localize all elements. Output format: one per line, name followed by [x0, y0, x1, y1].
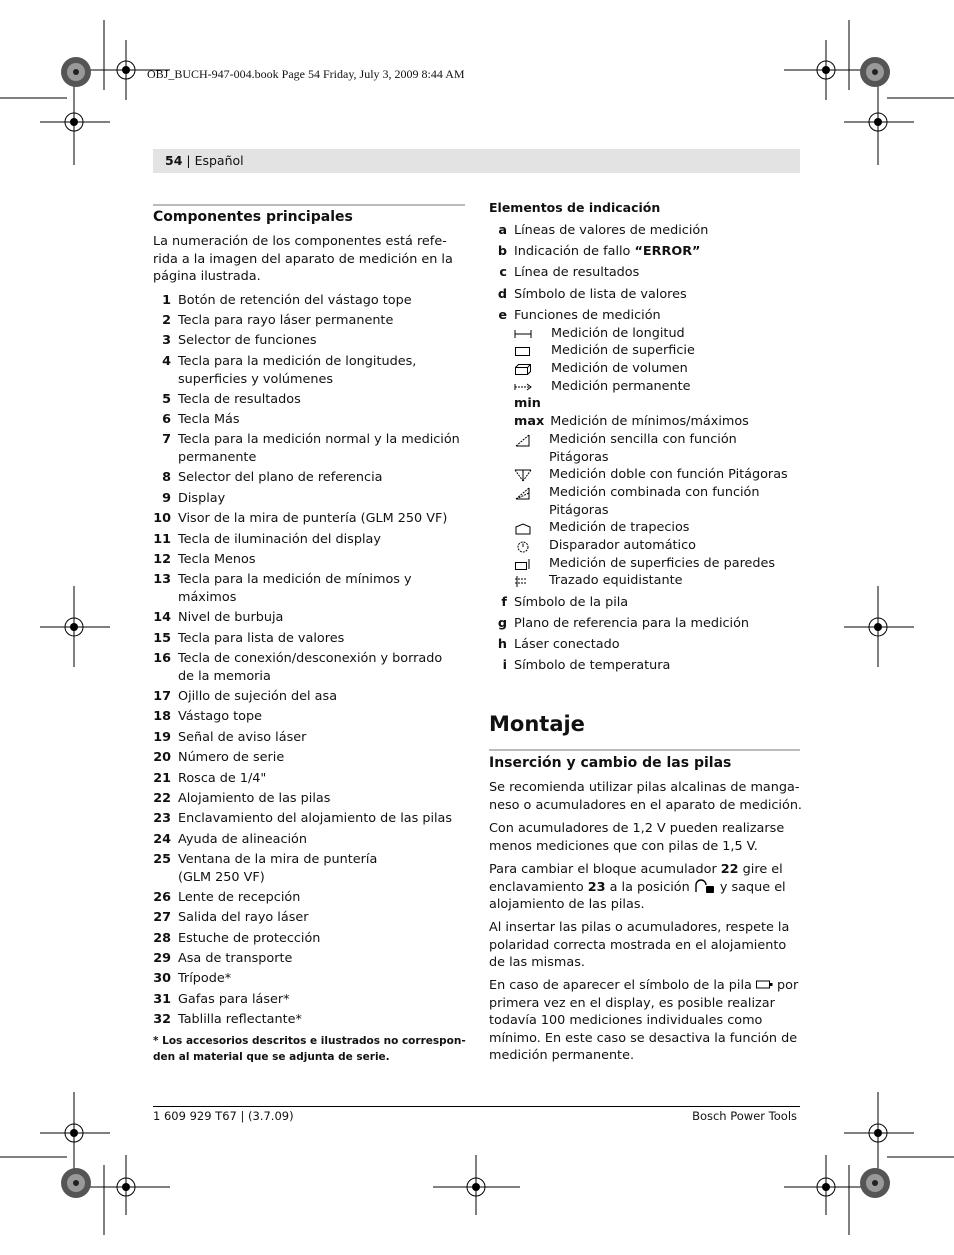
- item-text-line: Vástago tope: [178, 709, 262, 724]
- indicator-item: [489, 307, 661, 325]
- item-text: Línea de resultados: [514, 265, 640, 280]
- stakeout-icon: [514, 575, 532, 588]
- list-item: [153, 571, 412, 606]
- item-text-line: Enclavamiento del alojamiento de las pilas: [178, 811, 453, 826]
- list-item: [153, 991, 290, 1009]
- item-text-line: Rosca de 1/4": [178, 771, 267, 786]
- text: y saque el: [715, 879, 786, 895]
- item-number: 22: [153, 791, 171, 806]
- item-text-line: Ayuda de alineación: [178, 832, 307, 847]
- item-number: 25: [153, 852, 171, 867]
- item-text-line: Asa de transporte: [178, 951, 293, 966]
- icon-cell: [514, 466, 549, 484]
- item-number: 27: [153, 910, 171, 925]
- item-text: [178, 749, 284, 767]
- item-text: [178, 391, 301, 409]
- item-number: 12: [153, 552, 171, 567]
- item-text-line: máximos: [178, 589, 237, 605]
- text: enclavamiento: [489, 879, 588, 895]
- indicator-item: [489, 286, 687, 304]
- page-number: 54: [165, 153, 183, 168]
- ref-22: 22: [720, 862, 739, 877]
- list-item: [153, 431, 460, 466]
- paragraph-line: Al insertar las pilas o acumuladores, respete la: [489, 920, 790, 935]
- text: a la posición: [605, 879, 694, 895]
- paragraph-line: neso o acumuladores en el aparato de medición.: [489, 797, 802, 813]
- item-text: [178, 411, 240, 429]
- item-text: Símbolo de temperatura: [514, 658, 671, 673]
- item-text: [178, 609, 283, 627]
- function-item: [514, 431, 737, 466]
- list-item: [153, 770, 266, 788]
- item-text-line: Visor de la mira de puntería (GLM 250 VF): [178, 511, 448, 526]
- timer-icon: [514, 540, 532, 553]
- function-text: Medición de mínimos/máximos: [550, 414, 749, 429]
- item-number: 1: [162, 293, 171, 308]
- item-text: [178, 851, 377, 886]
- item-text: [178, 1011, 302, 1029]
- item-text-line: Tecla de iluminación del display: [178, 532, 381, 547]
- battery-icon: [756, 980, 773, 989]
- list-item: [153, 411, 240, 429]
- item-text: [178, 790, 330, 808]
- function-text-line: Medición de longitud: [551, 326, 685, 341]
- item-text-line: permanente: [178, 449, 257, 465]
- function-text: [549, 484, 760, 519]
- function-text-line: Medición de volumen: [551, 361, 688, 376]
- item-text: [178, 810, 452, 828]
- item-text: Funciones de medición: [514, 308, 661, 323]
- list-item: [153, 831, 307, 849]
- indicator-item: [489, 594, 628, 612]
- list-item: [153, 332, 317, 350]
- text: gire el: [738, 862, 783, 877]
- indicator-item: [489, 222, 708, 240]
- paragraph-line: todavía 100 mediciones individuales como: [489, 1013, 763, 1029]
- list-item: [153, 930, 320, 948]
- function-item: [514, 360, 688, 378]
- function-text-line: Medición permanente: [551, 379, 691, 394]
- paragraph-line: medición permanente.: [489, 1048, 635, 1064]
- icon-cell: [514, 572, 549, 590]
- function-text: [549, 555, 775, 573]
- item-text-line: Tecla para rayo láser permanente: [178, 313, 394, 328]
- footnote: [153, 1034, 466, 1065]
- function-text-line: Medición de trapecios: [549, 520, 690, 535]
- ref-23: 23: [587, 879, 606, 895]
- montaje-rule: [489, 749, 800, 751]
- item-letter: f: [501, 595, 507, 610]
- list-item: [153, 909, 309, 927]
- indicator-item: [489, 243, 700, 261]
- item-text-line: Ojillo de sujeción del asa: [178, 689, 338, 704]
- list-item: [153, 510, 447, 528]
- list-item: [153, 688, 337, 706]
- item-number: 10: [153, 511, 171, 526]
- function-item: [514, 466, 788, 484]
- icon-cell: [514, 519, 549, 537]
- pythagoras-double-icon: [514, 469, 532, 482]
- function-text: [551, 360, 688, 378]
- icon-cell: [514, 325, 551, 343]
- components-heading: Componentes principales: [153, 209, 353, 225]
- item-text: [178, 909, 309, 927]
- section-name: | Español: [186, 153, 244, 168]
- paragraph-line: [489, 977, 798, 995]
- item-number: 9: [162, 491, 171, 506]
- wall-area-icon: [514, 558, 532, 571]
- item-text: [178, 312, 393, 330]
- item-text: [178, 950, 292, 968]
- paragraph-line: Se recomienda utilizar pilas alcalinas de manga-: [489, 780, 800, 795]
- list-item: [153, 708, 262, 726]
- item-text-line: Nivel de burbuja: [178, 610, 284, 625]
- icon-cell: [514, 537, 549, 555]
- item-text-line: Estuche de protección: [178, 931, 321, 946]
- footer-brand: Bosch Power Tools: [692, 1109, 797, 1123]
- item-text-line: superficies y volúmenes: [178, 371, 333, 387]
- function-text-line: Medición sencilla con función: [549, 432, 737, 447]
- item-letter: g: [497, 616, 507, 631]
- function-text-line: Medición doble con función Pitágoras: [549, 467, 788, 482]
- item-letter: e: [498, 308, 507, 323]
- paragraph-line: Con acumuladores de 1,2 V pueden realizarse: [489, 821, 785, 836]
- item-text-line: Tecla para lista de valores: [178, 631, 345, 646]
- item-text: [178, 332, 317, 350]
- item-text: [178, 490, 225, 508]
- item-text: [178, 292, 412, 310]
- max-label: max: [514, 414, 545, 429]
- paragraph-battery-symbol: [489, 977, 798, 1065]
- item-number: 23: [153, 811, 171, 826]
- item-number: 31: [153, 992, 171, 1007]
- item-text-line: Salida del rayo láser: [178, 910, 309, 925]
- left-heading-rule: [153, 204, 465, 206]
- item-number: 6: [162, 412, 171, 427]
- item-number: 16: [153, 651, 171, 666]
- paragraph-line: primera vez en el display, es posible realizar: [489, 995, 775, 1011]
- function-text: [549, 466, 788, 484]
- function-item: [514, 325, 685, 343]
- footer-code: 1 609 929 T67 | (3.7.09): [153, 1109, 294, 1123]
- item-text-line: Tecla para la medición de longitudes,: [178, 354, 417, 369]
- item-text: [178, 551, 256, 569]
- list-item: [153, 469, 382, 487]
- continuous-icon: [514, 381, 532, 394]
- item-text-line: Señal de aviso láser: [178, 730, 307, 745]
- item-text: [178, 708, 262, 726]
- intro-line: página ilustrada.: [153, 269, 261, 285]
- item-letter: c: [499, 265, 507, 280]
- list-item: [153, 1011, 302, 1029]
- indicator-item: [489, 636, 620, 654]
- function-text-line: Medición combinada con función: [549, 485, 760, 500]
- item-letter: h: [497, 637, 507, 652]
- function-item: [514, 484, 760, 519]
- error-label: “ERROR”: [634, 244, 701, 259]
- item-text: Láser conectado: [514, 637, 620, 652]
- icon-cell: [514, 378, 551, 396]
- item-text-line: Tecla para la medición de mínimos y: [178, 572, 412, 587]
- item-letter: i: [502, 658, 507, 673]
- item-text: [178, 729, 306, 747]
- item-text-line: Selector del plano de referencia: [178, 470, 383, 485]
- list-item: [153, 391, 301, 409]
- item-text: [178, 353, 416, 388]
- list-item: [153, 950, 292, 968]
- intro-line: rida a la imagen del aparato de medición en la: [153, 251, 453, 267]
- item-text-line: Tecla para la medición normal y la medición: [178, 432, 460, 447]
- item-text: [178, 630, 344, 648]
- footnote-line: den al material que se adjunta de serie.: [153, 1050, 390, 1063]
- item-number: 7: [162, 432, 171, 447]
- item-number: 15: [153, 631, 171, 646]
- function-text-line: Medición de superficies de paredes: [549, 556, 776, 571]
- min-label: min: [514, 396, 541, 411]
- paragraph-line: menos mediciones que con pilas de 1,5 V.: [489, 838, 758, 854]
- item-text: [178, 469, 382, 487]
- function-text: [551, 325, 685, 343]
- function-text-line: Pitágoras: [549, 449, 609, 465]
- item-text: [178, 650, 442, 685]
- list-item: [153, 970, 231, 988]
- footer-rule: [153, 1106, 800, 1107]
- item-number: 8: [162, 470, 171, 485]
- item-number: 30: [153, 971, 171, 986]
- paragraph-line: de las mismas.: [489, 955, 585, 971]
- item-text: [178, 531, 381, 549]
- item-number: 29: [153, 951, 171, 966]
- icon-cell: [514, 484, 549, 519]
- batteries-heading: Inserción y cambio de las pilas: [489, 755, 732, 771]
- item-number: 3: [162, 333, 171, 348]
- paragraph-line: [489, 879, 786, 897]
- list-item: [153, 609, 283, 627]
- list-item: [153, 790, 330, 808]
- item-text: [178, 510, 447, 528]
- item-number: 14: [153, 610, 171, 625]
- function-text-line: Trazado equidistante: [549, 573, 683, 588]
- item-letter: d: [497, 287, 507, 302]
- item-text-line: Tecla de resultados: [178, 392, 301, 407]
- item-text: [178, 991, 290, 1009]
- list-item: [153, 531, 381, 549]
- paragraph-accumulators: [489, 820, 784, 855]
- function-item: [514, 537, 696, 555]
- volume-icon: [514, 363, 532, 376]
- footnote-line: * Los accesorios descritos e ilustrados no correspon-: [153, 1035, 466, 1047]
- function-item: [514, 555, 775, 573]
- item-number: 28: [153, 931, 171, 946]
- text: Para cambiar el bloque acumulador: [489, 862, 721, 877]
- book-slug: OBJ_BUCH-947-004.book Page 54 Friday, July 3, 2009 8:44 AM: [147, 67, 465, 81]
- item-text: [178, 571, 412, 606]
- item-text: Indicación de fallo “ERROR”: [514, 244, 701, 259]
- function-item: [514, 342, 695, 360]
- item-text: Líneas de valores de medición: [514, 223, 709, 238]
- list-item: [153, 292, 412, 310]
- item-number: 5: [162, 392, 171, 407]
- function-text-line: Disparador automático: [549, 538, 696, 553]
- item-text-line: Lente de recepción: [178, 890, 301, 905]
- list-item: [153, 889, 300, 907]
- montaje-heading: Montaje: [489, 712, 585, 736]
- item-text-line: Botón de retención del vástago tope: [178, 293, 412, 308]
- icon-cell: [514, 431, 549, 466]
- function-text: [549, 519, 689, 537]
- item-letter: b: [497, 244, 507, 259]
- item-text-line: Ventana de la mira de puntería: [178, 852, 378, 867]
- item-text-line: Tablilla reflectante*: [178, 1012, 302, 1027]
- item-text-line: Alojamiento de las pilas: [178, 791, 331, 806]
- item-text-line: Tecla Más: [178, 412, 240, 427]
- item-number: 2: [162, 313, 171, 328]
- item-number: 17: [153, 689, 171, 704]
- item-text: [178, 930, 320, 948]
- function-text: [549, 572, 683, 590]
- list-item: [153, 312, 393, 330]
- minmax-item: [514, 413, 749, 431]
- function-item: [514, 519, 689, 537]
- item-number: 11: [153, 532, 171, 547]
- item-text-line: Selector de funciones: [178, 333, 317, 348]
- function-item: [514, 572, 683, 590]
- paragraph-line: [489, 861, 786, 879]
- list-item: [153, 630, 344, 648]
- paragraph-line: polaridad correcta mostrada en el alojamiento: [489, 937, 787, 953]
- item-text: [178, 431, 460, 466]
- item-number: 24: [153, 832, 171, 847]
- paragraph-alkaline: [489, 779, 802, 814]
- item-letter: a: [498, 223, 507, 238]
- function-text: [549, 431, 737, 466]
- pythagoras-combined-icon: [514, 487, 532, 500]
- page-header: [165, 153, 244, 168]
- paragraph-line: alojamiento de las pilas.: [489, 897, 645, 913]
- item-text-line: Número de serie: [178, 750, 285, 765]
- pythagoras-single-icon: [514, 434, 532, 447]
- item-text: Símbolo de la pila: [514, 595, 629, 610]
- item-text-line: Display: [178, 491, 226, 506]
- indicator-item: [489, 264, 639, 282]
- list-item: [153, 551, 256, 569]
- area-icon: [514, 345, 532, 358]
- item-number: 32: [153, 1012, 171, 1027]
- item-number: 19: [153, 730, 171, 745]
- function-item: [514, 378, 691, 396]
- components-intro: [153, 233, 453, 286]
- item-text-line: Gafas para láser*: [178, 992, 290, 1007]
- function-text-line: Medición de superficie: [551, 343, 695, 358]
- item-number: 13: [153, 572, 171, 587]
- item-text: [178, 688, 337, 706]
- display-elements-heading: Elementos de indicación: [489, 200, 661, 215]
- function-text: [551, 342, 695, 360]
- paragraph-change-battery: [489, 861, 786, 914]
- intro-line: La numeración de los componentes está refe-: [153, 234, 447, 249]
- item-text: [178, 770, 266, 788]
- item-text: [178, 889, 300, 907]
- paragraph-polarity: [489, 919, 789, 972]
- item-text-line: Tecla de conexión/desconexión y borrado: [178, 651, 443, 666]
- list-item: [153, 729, 306, 747]
- item-text: [178, 831, 307, 849]
- list-item: [153, 650, 442, 685]
- indicator-item: [489, 657, 670, 675]
- item-text-line: de la memoria: [178, 668, 271, 684]
- list-item: [153, 851, 377, 886]
- item-number: 21: [153, 771, 171, 786]
- function-text-line: Pitágoras: [549, 502, 609, 518]
- item-text: Plano de referencia para la medición: [514, 616, 750, 631]
- trapezoid-icon: [514, 522, 532, 535]
- item-number: 26: [153, 890, 171, 905]
- list-item: [153, 353, 416, 388]
- list-item: [153, 810, 452, 828]
- item-text-line: Tecla Menos: [178, 552, 256, 567]
- text: En caso de aparecer el símbolo de la pila: [489, 978, 756, 993]
- paragraph-line: mínimo. En este caso se desactiva la función de: [489, 1030, 798, 1046]
- icon-cell: [514, 555, 549, 573]
- item-text: Símbolo de lista de valores: [514, 287, 687, 302]
- function-text: [549, 537, 696, 555]
- unlock-icon: [694, 879, 716, 893]
- indicator-item: [489, 615, 749, 633]
- item-text-line: (GLM 250 VF): [178, 869, 265, 885]
- icon-cell: [514, 360, 551, 378]
- item-number: 4: [162, 354, 171, 369]
- function-text: [551, 378, 691, 396]
- item-text-line: Trípode*: [178, 971, 232, 986]
- list-item: [153, 749, 284, 767]
- item-text: [178, 970, 231, 988]
- list-item: [153, 490, 225, 508]
- item-number: 20: [153, 750, 171, 765]
- length-icon: [514, 328, 532, 341]
- item-number: 18: [153, 709, 171, 724]
- icon-cell: [514, 342, 551, 360]
- page-header-bar: [153, 149, 800, 173]
- text: por: [772, 978, 799, 993]
